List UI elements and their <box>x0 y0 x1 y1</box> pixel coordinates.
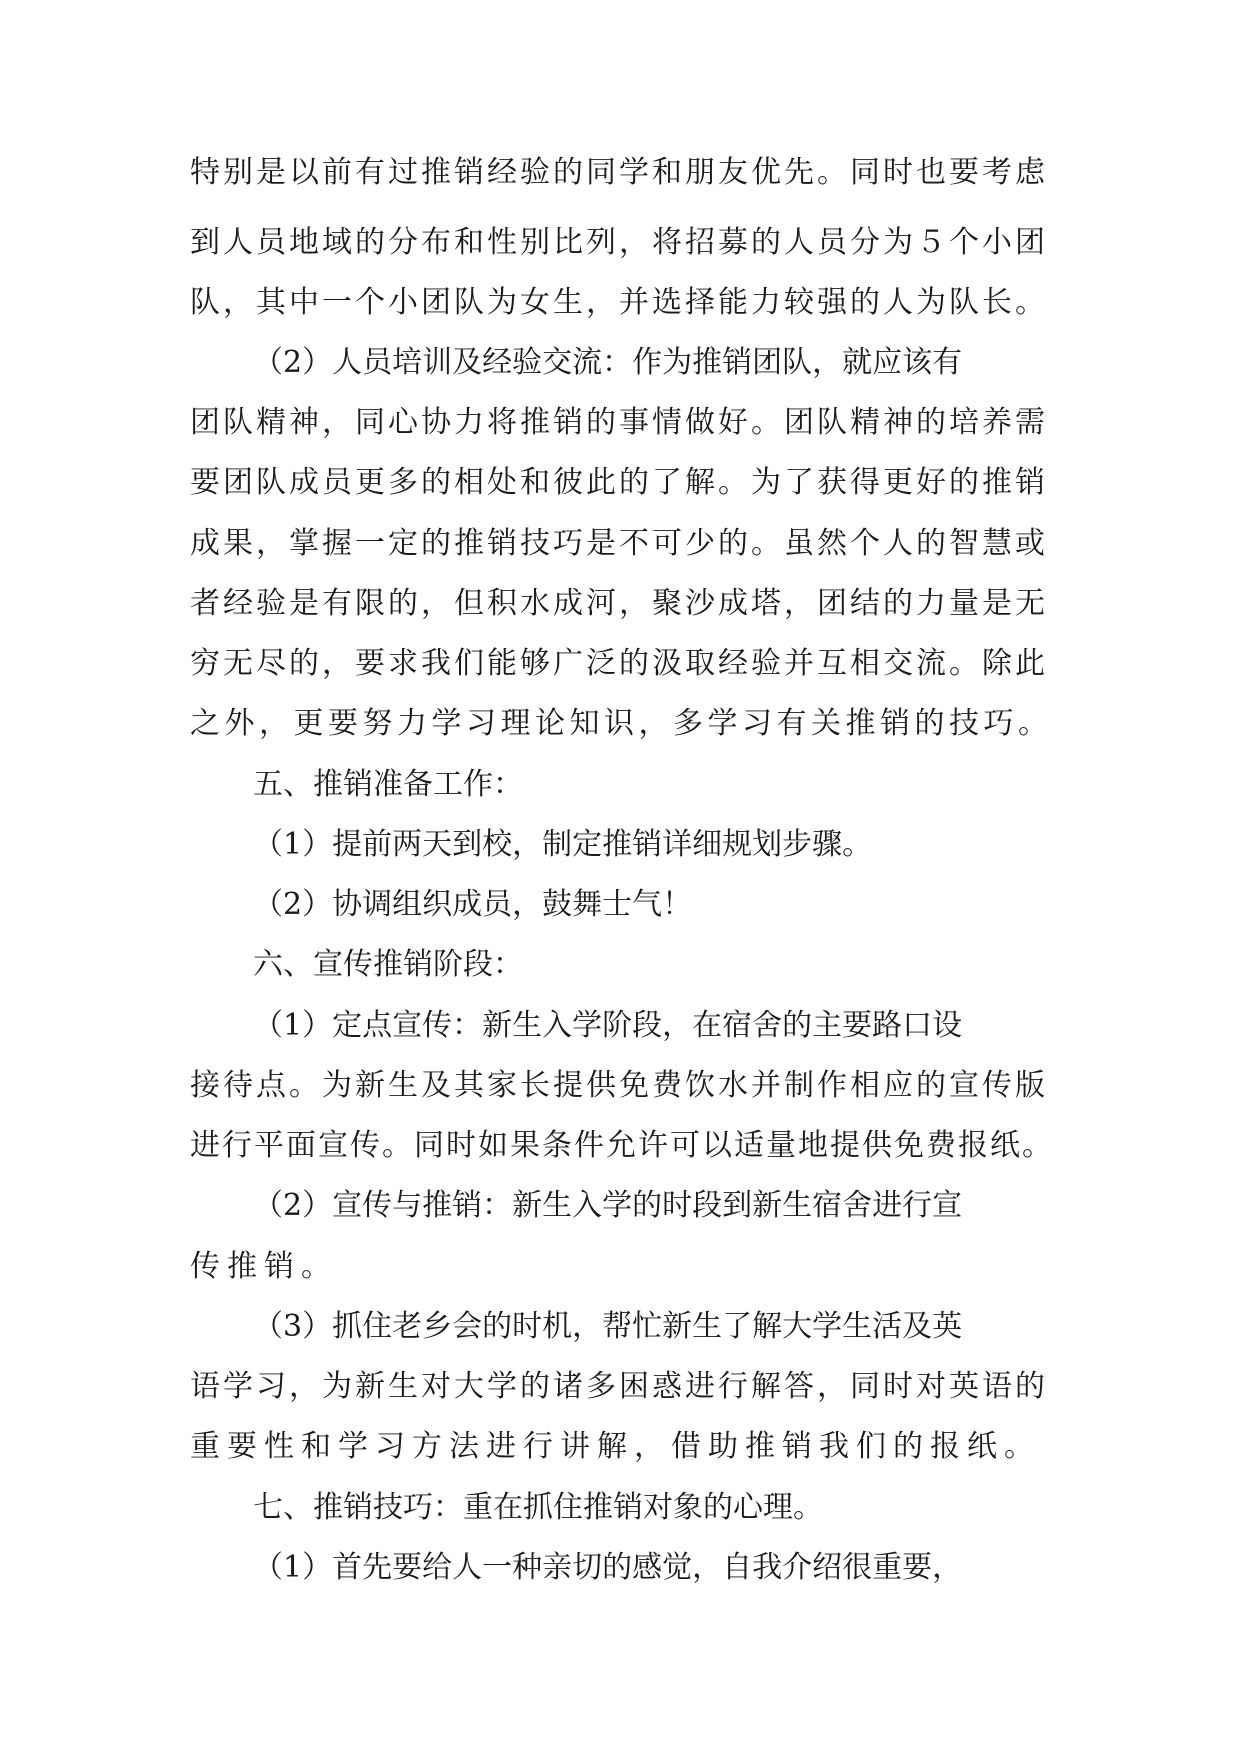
text-line-22: 重要性和学习方法进行讲解，借助推销我们的报纸。 <box>190 1429 1041 1464</box>
text-line-9: 穷无尽的，要求我们能够广泛的汲取经验并互相交流。除此 <box>190 646 1048 681</box>
text-line-20: （3）抓住老乡会的时机，帮忙新生了解大学生活及英 <box>253 1309 963 1344</box>
text-line-16: 接待点。为新生及其家长提供免费饮水并制作相应的宣传版 <box>190 1068 1048 1103</box>
text-line-6: 要团队成员更多的相处和彼此的了解。为了获得更好的推销 <box>190 465 1048 500</box>
text-line-13: （2）协调组织成员，鼓舞士气！ <box>253 887 693 922</box>
text-line-1: 特别是以前有过推销经验的同学和朋友优先。同时也要考虑 <box>190 155 1048 190</box>
text-line-4: （2）人员培训及经验交流：作为推销团队，就应该有 <box>253 345 963 380</box>
text-line-2: 到人员地域的分布和性别比列，将招募的人员分为５个小团 <box>190 225 1048 260</box>
text-line-3: 队，其中一个小团队为女生，并选择能力较强的人为队长。 <box>190 285 1048 320</box>
text-line-5: 团队精神，同心协力将推销的事情做好。团队精神的培养需 <box>190 405 1048 440</box>
text-line-21: 语学习，为新生对大学的诸多困惑进行解答，同时对英语的 <box>190 1369 1048 1404</box>
text-line-15: （1）定点宣传：新生入学阶段，在宿舍的主要路口设 <box>253 1008 963 1043</box>
section-heading-7: 七、推销技巧：重在抓住推销对象的心理。 <box>253 1490 823 1525</box>
text-line-18: （2）宣传与推销：新生入学的时段到新生宿舍进行宣 <box>253 1188 963 1223</box>
section-heading-6: 六、宣传推销阶段： <box>253 947 523 982</box>
text-line-24: （1）首先要给人一种亲切的感觉，自我介绍很重要， <box>253 1550 963 1585</box>
text-line-12: （1）提前两天到校，制定推销详细规划步骤。 <box>253 827 873 862</box>
section-heading-5: 五、推销准备工作： <box>253 767 523 802</box>
text-line-17: 进行平面宣传。同时如果条件允许可以适量地提供免费报纸。 <box>190 1128 1054 1163</box>
text-line-8: 者经验是有限的，但积水成河，聚沙成塔，团结的力量是无 <box>190 586 1048 621</box>
text-line-10: 之外，更要努力学习理论知识，多学习有关推销的技巧。 <box>190 706 1053 741</box>
text-line-7: 成果，掌握一定的推销技巧是不可少的。虽然个人的智慧或 <box>190 526 1048 561</box>
text-line-19: 传推销。 <box>190 1249 338 1284</box>
